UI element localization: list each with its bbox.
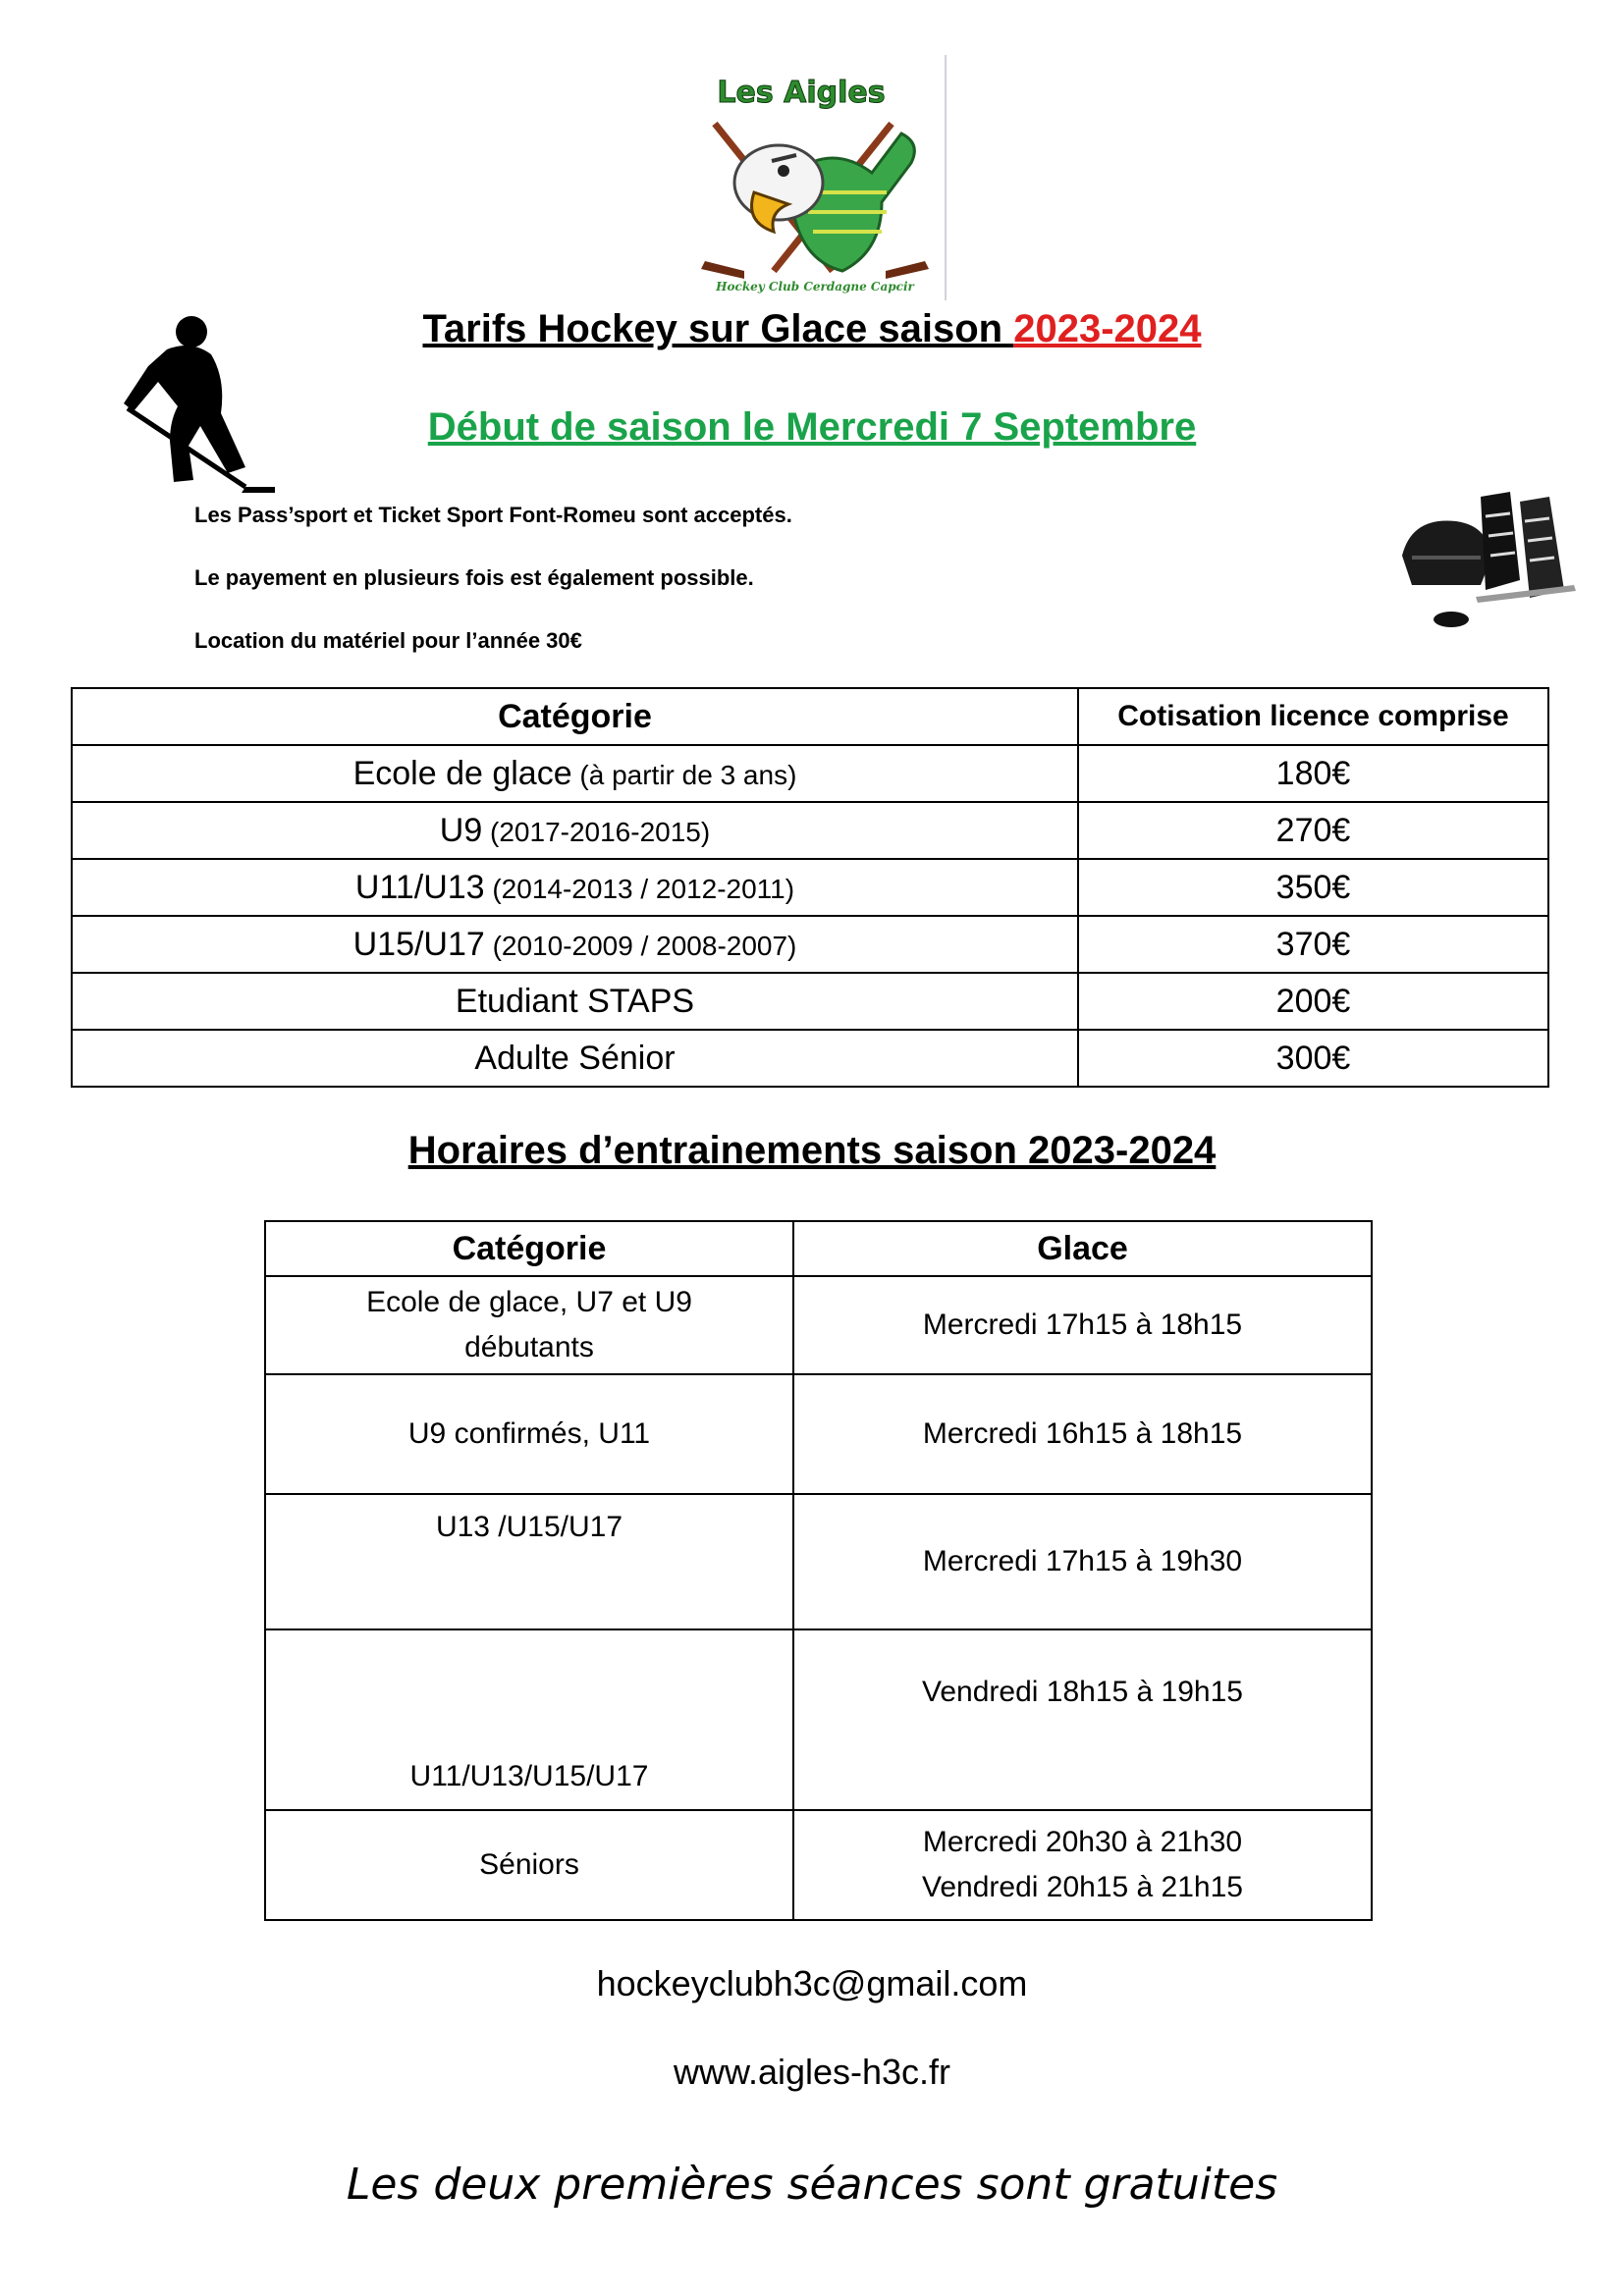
table-header-row — [265, 1221, 1372, 1276]
schedule-category-cell — [265, 1494, 793, 1629]
category-name: U9 — [439, 811, 483, 849]
price-cell: 300€ — [1078, 1030, 1548, 1087]
schedule-table — [264, 1220, 1373, 1921]
season-start: Début de saison le Mercredi 7 Septembre — [427, 405, 1197, 449]
title-year: 2023-2024 — [1013, 307, 1202, 350]
category-detail: (2014-2013 / 2012-2011) — [484, 873, 795, 904]
price-cell: 350€ — [1078, 859, 1548, 916]
category-line: Ecole de glace, U7 et U9 — [366, 1286, 692, 1318]
category-line: U13 /U15/U17 — [435, 1511, 623, 1543]
table-row — [72, 859, 1548, 916]
page-title — [0, 307, 1624, 351]
schedule-slot-cell — [793, 1494, 1372, 1629]
column-header-category: Catégorie — [265, 1221, 793, 1276]
table-row — [72, 1030, 1548, 1087]
category-detail: (2017-2016-2015) — [482, 816, 711, 847]
table-row — [72, 802, 1548, 859]
schedule-category-cell — [265, 1374, 793, 1494]
category-line: U11/U13/U15/U17 — [409, 1760, 649, 1792]
schedule-slot-cell — [793, 1276, 1372, 1374]
slot-line: Mercredi 20h30 à 21h30 — [922, 1826, 1243, 1858]
category-cell — [72, 973, 1078, 1030]
contact-email[interactable]: hockeyclubh3c@gmail.com — [596, 1963, 1028, 2003]
tarifs-table — [71, 687, 1549, 1088]
category-cell — [72, 916, 1078, 973]
club-logo — [685, 55, 947, 300]
schedule-slot-cell — [793, 1810, 1372, 1920]
slot-line: Mercredi 16h15 à 18h15 — [922, 1417, 1243, 1450]
column-header-ice: Glace — [793, 1221, 1372, 1276]
hockey-gear-icon — [1382, 487, 1579, 648]
price-cell: 200€ — [1078, 973, 1548, 1030]
schedule-slot-cell — [793, 1374, 1372, 1494]
table-row — [265, 1810, 1372, 1920]
price-cell: 370€ — [1078, 916, 1548, 973]
schedule-title: Horaires d’entrainements saison 2023-2024 — [407, 1129, 1217, 1172]
category-cell — [72, 859, 1078, 916]
schedule-category-cell — [265, 1629, 793, 1810]
price-cell: 180€ — [1078, 745, 1548, 802]
category-name: U11/U13 — [354, 868, 485, 906]
table-row — [72, 916, 1548, 973]
schedule-category-cell — [265, 1810, 793, 1920]
category-line: Séniors — [479, 1848, 579, 1881]
table-row — [265, 1374, 1372, 1494]
category-line: U9 confirmés, U11 — [407, 1417, 651, 1450]
note-passsport: Les Pass’sport et Ticket Sport Font-Romeu sont acceptés. — [194, 503, 792, 527]
category-cell — [72, 1030, 1078, 1087]
category-name: Ecole de glace — [352, 754, 572, 792]
category-line: débutants — [464, 1331, 594, 1363]
category-name: Adulte Sénior — [474, 1039, 676, 1077]
table-row — [265, 1494, 1372, 1629]
table-header-row — [72, 688, 1548, 745]
schedule-slot-cell — [793, 1629, 1372, 1810]
slot-line: Vendredi 20h15 à 21h15 — [922, 1871, 1243, 1903]
table-row — [265, 1276, 1372, 1374]
column-header-price: Cotisation licence comprise — [1078, 688, 1548, 745]
slot-line: Mercredi 17h15 à 19h30 — [922, 1545, 1243, 1577]
table-row — [265, 1629, 1372, 1810]
note-rental: Location du matériel pour l’année 30€ — [194, 628, 582, 653]
category-detail: (2010-2009 / 2008-2007) — [484, 930, 797, 961]
svg-text:Les Aigles: Les Aigles — [717, 76, 886, 110]
price-cell: 270€ — [1078, 802, 1548, 859]
category-cell — [72, 802, 1078, 859]
slot-line: Vendredi 18h15 à 19h15 — [922, 1676, 1243, 1708]
slot-line: Mercredi 17h15 à 18h15 — [922, 1308, 1243, 1341]
category-name: U15/U17 — [352, 925, 485, 963]
note-payment: Le payement en plusieurs fois est également possible. — [194, 565, 754, 590]
website-link[interactable]: www.aigles-h3c.fr — [673, 2052, 951, 2092]
category-detail: (à partir de 3 ans) — [571, 759, 797, 790]
table-row — [72, 973, 1548, 1030]
category-name: Etudiant STAPS — [455, 982, 695, 1020]
free-sessions-note: Les deux premières séances sont gratuites — [346, 2160, 1278, 2210]
table-row — [72, 745, 1548, 802]
column-header-category: Catégorie — [72, 688, 1078, 745]
schedule-category-cell — [265, 1276, 793, 1374]
title-prefix: Tarifs Hockey sur Glace saison — [422, 307, 1014, 350]
club-name-text: Hockey Club Cerdagne Capcir — [716, 280, 914, 294]
category-cell — [72, 745, 1078, 802]
